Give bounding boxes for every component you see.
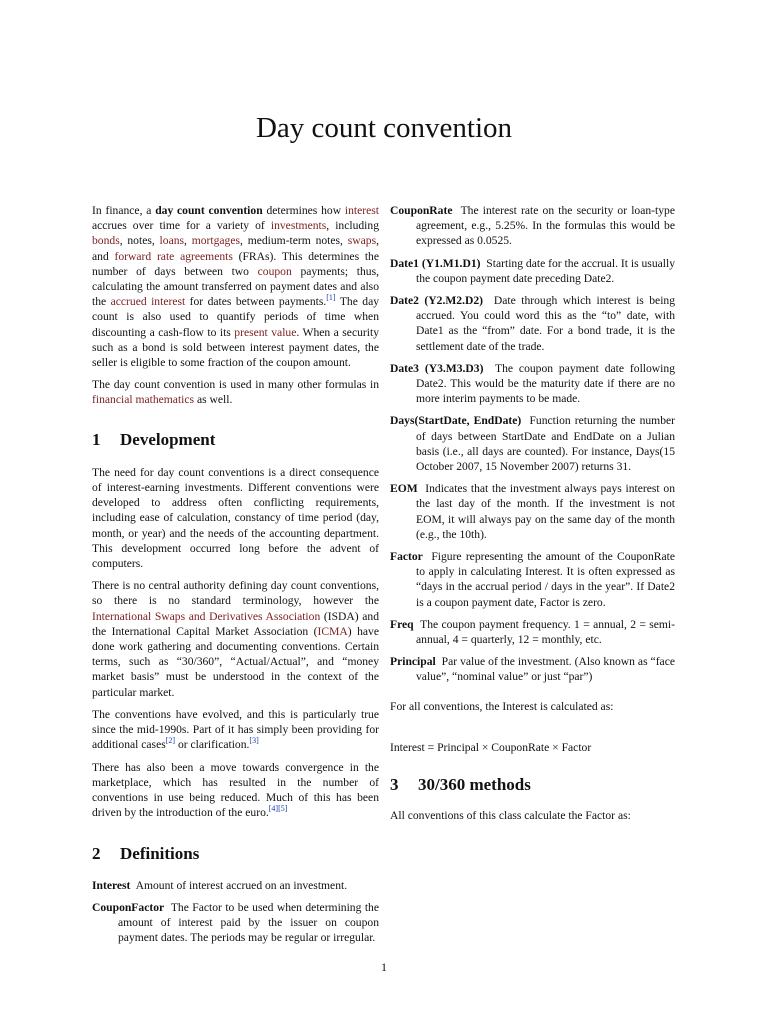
development-paragraph-1	[92, 465, 379, 571]
wiki-link[interactable]: swaps	[347, 234, 377, 248]
text-run: There is no central authority defining day count conventions, so there is no standard terminology, however the	[92, 579, 379, 608]
left-column	[92, 203, 379, 952]
text-run: determines how	[262, 204, 345, 217]
text-run: (FRAs). This determines the number of days between two	[92, 249, 380, 278]
development-paragraph-2	[92, 578, 379, 700]
definition-term: EOM	[390, 482, 418, 496]
text-run: payments; thus, calculating the amount transferred on payment dates and also the	[92, 264, 379, 309]
definition-term: Days(StartDate, EndDate)	[390, 414, 522, 428]
wiki-link[interactable]: present value	[234, 325, 297, 339]
section-1-number: 1	[92, 429, 101, 449]
section-3-heading	[390, 775, 675, 795]
text-run: The day count convention is used in many other formulas in	[92, 378, 379, 392]
definition-days	[390, 413, 675, 474]
page-number: 1	[381, 960, 387, 974]
text-run: ,	[184, 234, 192, 248]
definition-description: The interest rate on the security or loan-type agreement, e.g., 5.25%. In the formulas this would be expressed as 0.0525.	[416, 204, 675, 248]
text-run: for dates between payments.	[185, 295, 327, 309]
definition-term: Date1 (Y1.M1.D1)	[390, 256, 481, 270]
definition-description: The Factor to be used when determining the amount of interest paid by the issuer on coupon payment dates. The periods may be regular or irregular.	[118, 900, 379, 945]
citation-ref[interactable]: [1]	[326, 293, 336, 303]
right-column	[390, 203, 675, 831]
definition-date1	[390, 256, 675, 286]
section-1-title: Development	[120, 429, 216, 449]
definition-term: Principal	[390, 655, 436, 669]
text-run: accrues over time for a variety of	[92, 219, 271, 233]
wiki-link[interactable]: interest	[344, 204, 379, 217]
definition-couponrate	[390, 203, 675, 249]
section-3-number: 3	[390, 775, 399, 795]
calculation-intro: For all conventions, the Interest is calculated as:	[390, 699, 614, 713]
section-3-title: 30/360 methods	[418, 775, 531, 795]
definition-term: Interest	[92, 878, 131, 892]
wiki-link[interactable]: International Swaps and Derivatives Association	[92, 609, 321, 623]
definition-factor	[390, 549, 675, 610]
intro-paragraph-1	[92, 203, 379, 370]
definition-date3	[390, 361, 675, 407]
section-1-heading	[92, 429, 379, 449]
text-run: The day count is also used to quantify periods of time when discounting a cash-flow to its	[92, 295, 380, 339]
text-run: The need for day count conventions is a direct consequence of interest-earning investments. Different conventions were developed to address often conflicting requirements, including ease of calculation, constancy of time period (day, month, or year) and the needs of the accounting department. This development occurred long before the advent of computers.	[92, 465, 379, 571]
definition-interest	[92, 878, 379, 893]
interest-formula: Interest = Principal × CouponRate × Factor	[390, 740, 592, 754]
wiki-link[interactable]: forward rate agreements	[114, 249, 233, 263]
development-paragraph-4	[92, 760, 379, 821]
text-run: as well.	[194, 393, 233, 407]
text-run: , and	[92, 234, 379, 263]
development-paragraph-3	[92, 707, 379, 753]
wiki-link[interactable]: investments	[270, 219, 327, 233]
citation-ref[interactable]: [2]	[165, 736, 176, 746]
section-2-number: 2	[92, 844, 101, 864]
definition-list	[390, 203, 675, 685]
section-2-title: Definitions	[120, 844, 200, 864]
definition-term: Date2 (Y2.M2.D2)	[390, 294, 484, 308]
page-title: Day count convention	[255, 112, 513, 144]
definition-date2	[390, 293, 675, 354]
definition-principal	[390, 654, 675, 684]
wiki-link[interactable]: ICMA	[317, 624, 348, 638]
intro-paragraph-2	[92, 377, 379, 407]
text-run: , including	[326, 219, 379, 233]
definition-term: CouponFactor	[92, 900, 165, 914]
text-run: or clarification.	[175, 738, 250, 752]
definition-description: The coupon payment date following Date2. This would be the maturity date if there are no more interim payments to be made.	[416, 361, 675, 406]
bold-term: day count convention	[155, 204, 263, 217]
definition-description: Starting date for the accrual. It is usually the coupon payment date preceding Date2.	[416, 256, 675, 285]
definition-description: Amount of interest accrued on an investment.	[135, 878, 348, 892]
text-run: (ISDA) and the International Capital Market Association (	[92, 609, 379, 638]
wiki-link[interactable]: bonds	[92, 234, 120, 248]
section-2-heading	[92, 844, 379, 864]
text-run: , notes,	[119, 234, 160, 248]
wiki-link[interactable]: mortgages	[191, 234, 241, 248]
text-run: The conventions have evolved, and this is particularly true since the mid-1990s. Part of it has simply been providing for additional cases	[92, 707, 379, 752]
wiki-link[interactable]: financial mathematics	[92, 393, 195, 407]
definition-description: Function returning the number of days between StartDate and EndDate on a Julian basis (i.e., all days are counted). For instance, Days(15 October 2007, 15 November 2007) returns 31.	[416, 414, 676, 474]
citation-ref[interactable]: [3]	[249, 736, 259, 746]
definition-term: Factor	[390, 550, 423, 564]
citation-ref[interactable]: [4][5]	[268, 804, 288, 814]
wiki-link[interactable]: coupon	[257, 264, 292, 278]
definition-description: Date through which interest is being accrued. You could word this as the “to” date, with Date1 as the “from” date. For a bond trade, it is the settlement date of the trade.	[416, 294, 676, 353]
wiki-link[interactable]: accrued interest	[110, 295, 186, 309]
definition-description: Figure representing the amount of the CouponRate to apply in calculating Interest. It is often expressed as “days in the accrual period / days in the year”. If Date2 is a coupon payment date, Factor is zero.	[416, 550, 676, 609]
section-3-intro: All conventions of this class calculate the Factor as:	[390, 809, 631, 823]
definition-couponfactor	[92, 900, 379, 946]
definition-description: The coupon payment frequency. 1 = annual, 2 = semi-annual, 4 = quarterly, 12 = monthly, etc.	[416, 617, 675, 647]
text-run: . When a security such as a bond is sold between interest payment dates, the seller is eligible to some fraction of the coupon amount.	[92, 325, 379, 370]
definition-eom	[390, 481, 675, 542]
text-run: There has also been a move towards convergence in the marketplace, which has resulted in the number of conventions in use being reduced. Much of this has been driven by the introduction of the euro.	[92, 760, 379, 820]
text-run: In finance, a	[92, 204, 156, 217]
definition-term: Date3 (Y3.M3.D3)	[390, 361, 484, 375]
definition-description: Par value of the investment. (Also known as “face value”, “nominal value” or just “par”)	[416, 655, 675, 684]
definition-term: Freq	[390, 617, 414, 631]
text-run: ) have done work gathering and documenting conventions. Certain terms, such as “30/360”, “Actual/Actual”, and “money market basis” must be understood in the context of the particular market.	[92, 624, 379, 699]
definition-description: Indicates that the investment always pays interest on the last day of the month. If the investment is not EOM, it will always pay on the same day of the month (e.g., the 10th).	[416, 482, 675, 541]
definition-term: CouponRate	[390, 204, 453, 217]
wiki-link[interactable]: loans	[159, 234, 185, 248]
text-run: , medium-term notes,	[240, 234, 348, 248]
definition-freq	[390, 617, 675, 647]
